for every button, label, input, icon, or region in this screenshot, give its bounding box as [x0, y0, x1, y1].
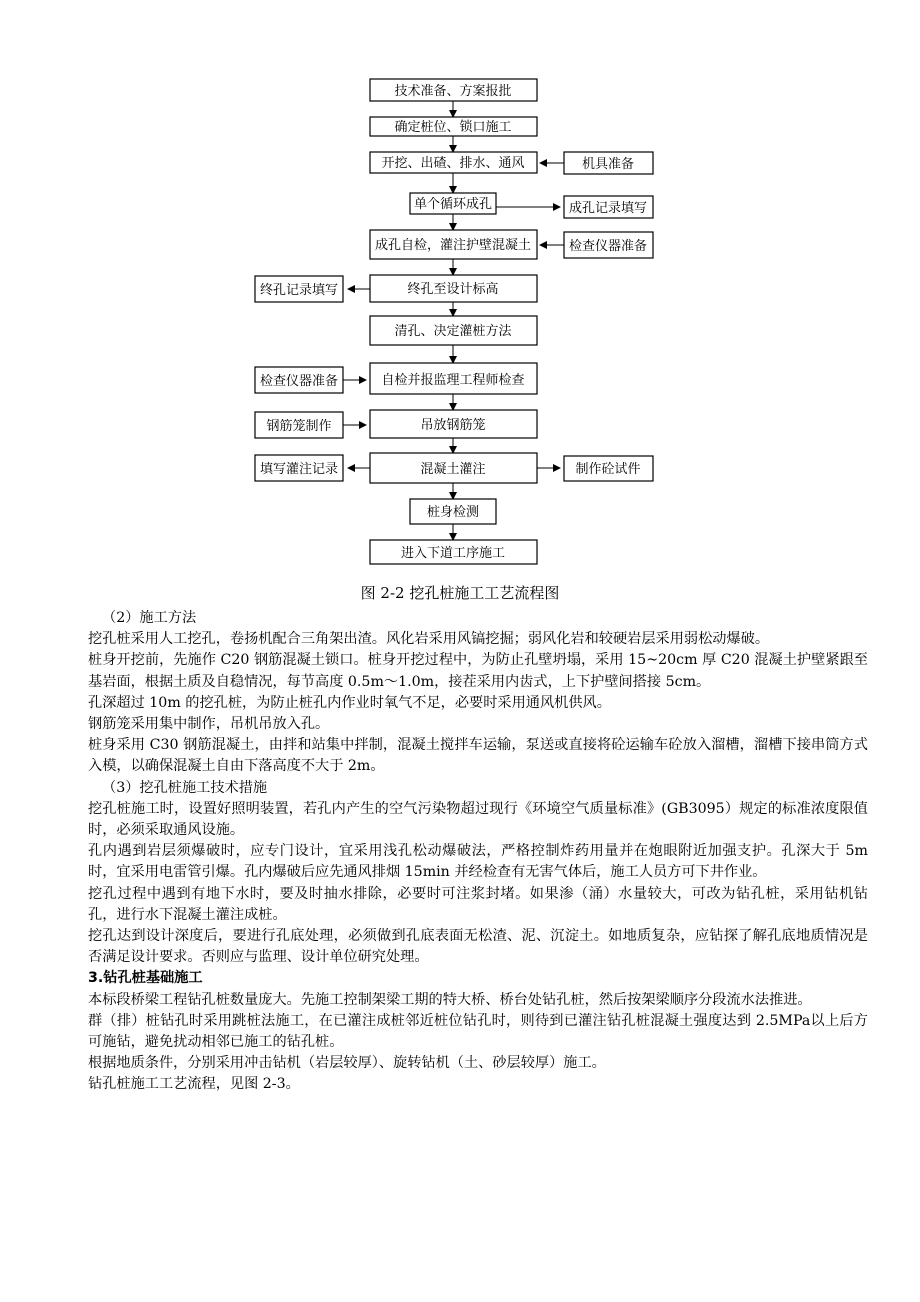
document-body — [88, 608, 868, 1096]
paragraph: 本标段桥梁工程钻孔桩数量庞大。先施工控制架梁工期的特大桥、桥台处钻孔桩，然后按架梁顺序分段流水法推进。 — [88, 991, 812, 1008]
paragraph: 挖孔过程中遇到有地下水时，要及时抽水排除，必要时可注浆封堵。如果渗（涌）水量较大，可改为钻孔桩，采用钻机钻孔，进行水下混凝土灌注成桩。 — [88, 885, 868, 923]
paragraph: 挖孔桩采用人工挖孔，卷扬机配合三角架出渣。风化岩采用风镐挖掘；弱风化岩和较硬岩层采用弱松动爆破。 — [88, 631, 770, 648]
side-instrument-prep-left — [255, 367, 343, 393]
step-pile-position — [370, 117, 537, 136]
side-make-specimen — [564, 456, 653, 481]
step-excavation — [370, 152, 537, 173]
side-cage-fabrication — [255, 412, 343, 438]
section-heading-method: （2）施工方法 — [102, 610, 197, 626]
step-next-process — [370, 540, 537, 564]
paragraph: 群（排）桩钻孔时采用跳桩法施工，在已灌注成桩邻近桩位钻孔时，则待到已灌注钻孔桩混凝土强度达到 2.5MPa以上后方可施钻，避免扰动相邻已施工的钻孔桩。 — [88, 1012, 868, 1051]
side-machine-prep — [564, 152, 653, 174]
svg-text:终孔至设计标高: 终孔至设计标高 — [407, 282, 499, 297]
flowchart — [0, 0, 920, 580]
step-single-cycle — [410, 193, 496, 214]
svg-text:桩身检测: 桩身检测 — [426, 505, 480, 520]
svg-text:成孔自检，灌注护壁混凝土: 成孔自检，灌注护壁混凝土 — [374, 238, 532, 253]
svg-text:检查仪器准备: 检查仪器准备 — [259, 374, 339, 389]
step-tech-prep — [370, 79, 537, 101]
svg-text:填写灌注记录: 填写灌注记录 — [259, 462, 339, 477]
paragraph: 桩身采用 C30 钢筋混凝土，由拌和站集中拌制，混凝土搅拌车运输，泵送或直接将砼运输车砼放入溜槽，溜槽下接串筒方式入模，以确保混凝土自由下落高度不大于 2m。 — [88, 737, 868, 775]
step-clean-hole — [370, 316, 537, 345]
step-final-depth — [370, 275, 537, 302]
svg-text:单个循环成孔: 单个循环成孔 — [413, 197, 493, 212]
side-pour-record — [255, 455, 343, 481]
svg-text:检查仪器准备: 检查仪器准备 — [568, 239, 648, 254]
paragraph: 孔内遇到岩层须爆破时，应专门设计，宜采用浅孔松动爆破法，严格控制炸药用量并在炮眼附近加强支护。孔深大于 5m 时，宜采用电雷管引爆。孔内爆破后应先通风排烟 15min 并经检查有无害气体后，施工人员方可下井作业。 — [88, 843, 868, 881]
svg-text:开挖、出碴、排水、通风: 开挖、出碴、排水、通风 — [381, 156, 525, 171]
svg-text:确定桩位、锁口施工: 确定桩位、锁口施工 — [394, 120, 512, 135]
svg-text:自检并报监理工程师检查: 自检并报监理工程师检查 — [381, 373, 525, 388]
svg-text:终孔记录填写: 终孔记录填写 — [259, 283, 339, 298]
svg-text:技术准备、方案报批: 技术准备、方案报批 — [394, 84, 512, 99]
paragraph: 挖孔达到设计深度后，要进行孔底处理，必须做到孔底表面无松渣、泥、沉淀土。如地质复杂，应钻探了解孔底地质情况是否满足设计要求。否则应与监理、设计单位研究处理。 — [88, 928, 868, 966]
paragraph: 孔深超过 10m 的挖孔桩，为防止桩孔内作业时氧气不足，必要时采用通风机供风。 — [88, 694, 611, 711]
side-instrument-prep-right — [564, 232, 653, 258]
svg-text:成孔记录填写: 成孔记录填写 — [568, 201, 648, 216]
section-heading-drilled-pile: 3.钻孔桩基础施工 — [88, 970, 203, 987]
step-self-check-lining — [370, 230, 537, 259]
figure-caption: 图 2-2 挖孔桩施工工艺流程图 — [360, 584, 560, 602]
paragraph: 桩身开挖前，先施作 C20 钢筋混凝土锁口。桩身开挖过程中，为防止孔壁坍塌，采用 15~20cm 厚 C20 混凝土护壁紧跟至基岩面，根据土质及自稳情况，每节高度 0.5m～1.0m，接茬采用内齿式，上下护壁间搭接 5cm。 — [88, 652, 868, 690]
step-pile-test — [410, 499, 496, 524]
paragraph: 根据地质条件，分别采用冲击钻机（岩层较厚）、旋转钻机（土、砂层较厚）施工。 — [88, 1055, 606, 1072]
section-heading-measures: （3）挖孔桩施工技术措施 — [102, 779, 268, 796]
paragraph: 挖孔桩施工时，设置好照明装置，若孔内产生的空气污染物超过现行《环境空气质量标准》(GB3095）规定的标准浓度限值时，必须采取通风设施。 — [88, 800, 868, 839]
step-concrete-pour — [370, 453, 537, 483]
svg-text:吊放钢筋笼: 吊放钢筋笼 — [420, 418, 486, 433]
svg-text:钢筋笼制作: 钢筋笼制作 — [266, 419, 332, 434]
svg-text:清孔、决定灌桩方法: 清孔、决定灌桩方法 — [394, 324, 512, 339]
side-final-hole-record — [255, 276, 343, 302]
step-supervisor-check — [370, 363, 537, 394]
paragraph: 钢筋笼采用集中制作，吊机吊放入孔。 — [88, 716, 330, 733]
step-place-cage — [370, 410, 537, 438]
svg-text:机具准备: 机具准备 — [581, 157, 635, 172]
svg-text:进入下道工序施工: 进入下道工序施工 — [400, 546, 506, 561]
paragraph: 钻孔桩施工工艺流程，见图 2-3。 — [88, 1076, 300, 1093]
svg-text:混凝土灌注: 混凝土灌注 — [420, 462, 486, 477]
svg-text:制作砼试件: 制作砼试件 — [575, 462, 641, 477]
side-hole-record — [564, 196, 653, 218]
